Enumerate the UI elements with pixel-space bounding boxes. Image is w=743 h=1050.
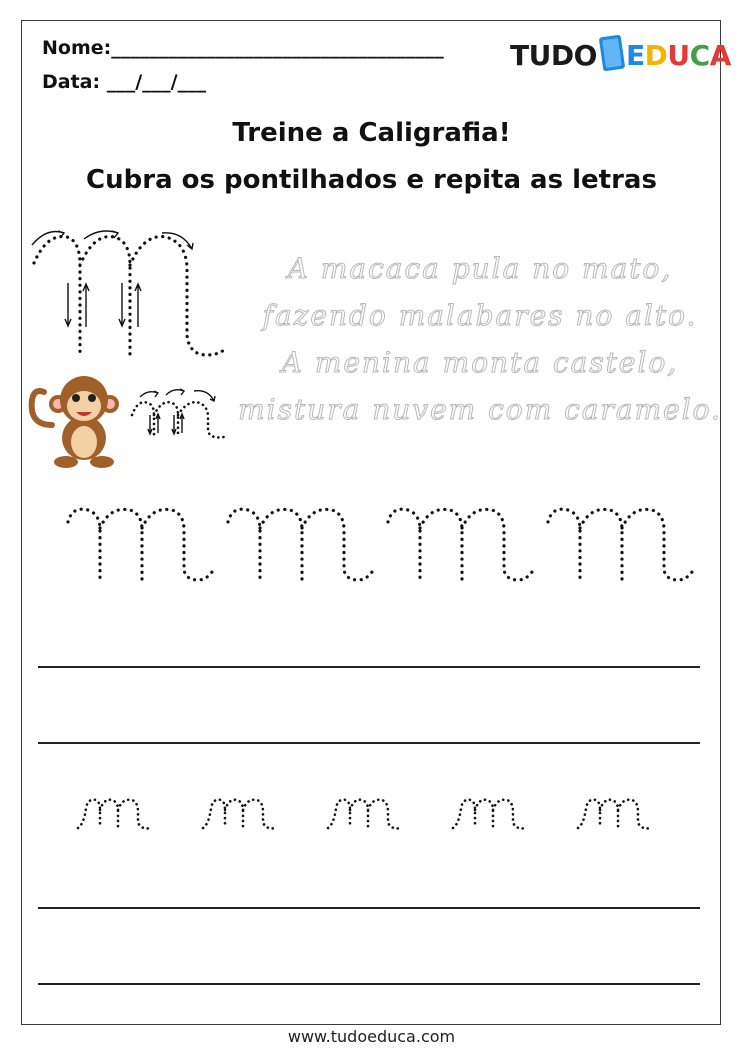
writing-line-4[interactable] (38, 983, 700, 985)
logo-part-educa: EDUCA (626, 39, 731, 72)
poem-line-4: mistura nuvem com caramelo. (238, 393, 722, 426)
trace-row-capital-m (60, 500, 720, 590)
guide-small-m (128, 385, 228, 445)
monkey-illustration (24, 370, 124, 470)
stroke-arrow-1 (32, 232, 64, 246)
logo-part-tudo: TUDO (510, 39, 597, 72)
name-field: Nome:___________________________________ (42, 37, 444, 59)
poem-line-1: A macaca pula no mato, (287, 252, 673, 285)
trace-capital-m-2 (228, 509, 372, 580)
poem-line-2: fazendo malabares no alto. (262, 299, 698, 332)
tudoeduca-logo (508, 30, 731, 76)
trace-row-lowercase-m (72, 788, 732, 838)
title-line-1: Treine a Caligrafia! (232, 118, 511, 148)
logo-graphic (508, 30, 731, 76)
footer-url[interactable]: www.tudoeduca.com (287, 1027, 456, 1046)
guide-cursive-m (22, 225, 222, 365)
date-field: Data: ___/___/___ (42, 71, 207, 93)
poem-trace-block (235, 245, 725, 433)
title-line-2: Cubra os pontilhados e repita as letras (86, 165, 657, 195)
writing-line-2[interactable] (38, 742, 700, 744)
writing-line-1[interactable] (38, 666, 700, 668)
trace-capital-m-3 (388, 509, 532, 580)
trace-capital-m-4 (548, 509, 692, 580)
poem-line-3: A menina monta castelo, (281, 346, 679, 379)
writing-line-3[interactable] (38, 907, 700, 909)
